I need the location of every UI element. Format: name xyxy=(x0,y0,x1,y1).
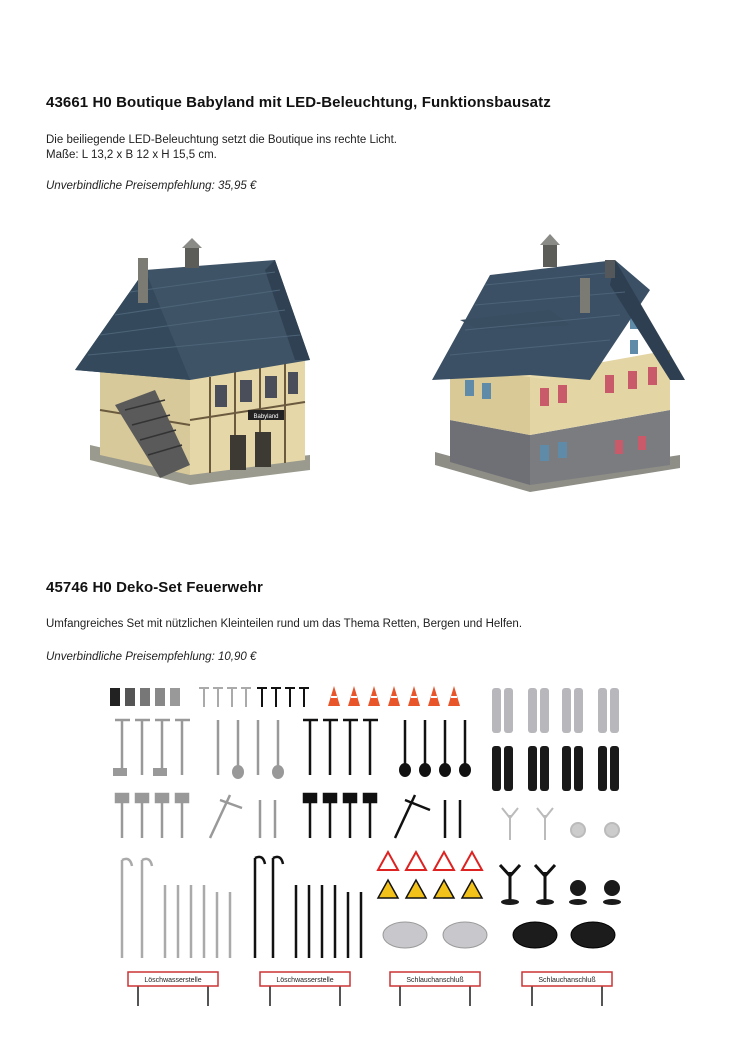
black-gas-bottles xyxy=(492,746,619,791)
house-back-view xyxy=(432,234,685,492)
warning-signs xyxy=(378,852,482,898)
canisters xyxy=(110,688,180,706)
product-2-description-line1: Umfangreiches Set mit nützlichen Kleinteilen rund um das Thema Retten, Bergen und Helfen. xyxy=(46,618,523,630)
grey-forks xyxy=(116,794,275,838)
sign-1-text: Löschwasserstelle xyxy=(144,977,202,984)
product-1-image xyxy=(70,230,690,510)
black-hammers xyxy=(257,688,309,707)
sign-4-text: Schlauchanschluß xyxy=(538,977,596,984)
grey-poles xyxy=(122,859,230,958)
sign-2-text: Löschwasserstelle xyxy=(276,977,334,984)
product-2 xyxy=(46,579,706,596)
house-front-view xyxy=(75,238,310,485)
grey-tools-row2 xyxy=(115,720,278,775)
black-poles xyxy=(255,857,361,958)
hose-reels xyxy=(383,922,615,948)
black-shovel-heads xyxy=(399,763,471,777)
product-1-price: Unverbindliche Preisempfehlung: 35,95 € xyxy=(46,180,257,192)
product-1 xyxy=(46,94,706,111)
sign-3-text: Schlauchanschluß xyxy=(406,977,464,984)
product-1-price-block xyxy=(46,180,706,192)
black-hydrant-stands xyxy=(500,865,621,905)
product-2-title: 45746 H0 Deko-Set Feuerwehr xyxy=(46,579,263,596)
black-forks xyxy=(304,794,460,838)
product-1-description-line2: Maße: L 13,2 x B 12 x H 15,5 cm. xyxy=(46,149,217,161)
product-1-description xyxy=(46,133,706,163)
traffic-cones xyxy=(328,686,460,706)
product-2-price: Unverbindliche Preisempfehlung: 10,90 € xyxy=(46,651,257,663)
grey-gas-bottles xyxy=(492,688,619,733)
grey-hammers xyxy=(199,688,251,707)
shop-sign-text: Babyland xyxy=(253,414,279,420)
product-2-image xyxy=(100,680,640,1010)
product-2-description xyxy=(46,617,706,632)
product-1-description-line1: Die beiliegende LED-Beleuchtung setzt die Boutique ins rechte Licht. xyxy=(46,134,397,146)
product-2-price-block xyxy=(46,651,706,663)
grey-hydrant-stands xyxy=(502,808,619,840)
product-1-title: 43661 H0 Boutique Babyland mit LED-Beleuchtung, Funktionsbausatz xyxy=(46,94,551,111)
sign-posts xyxy=(128,972,612,1006)
